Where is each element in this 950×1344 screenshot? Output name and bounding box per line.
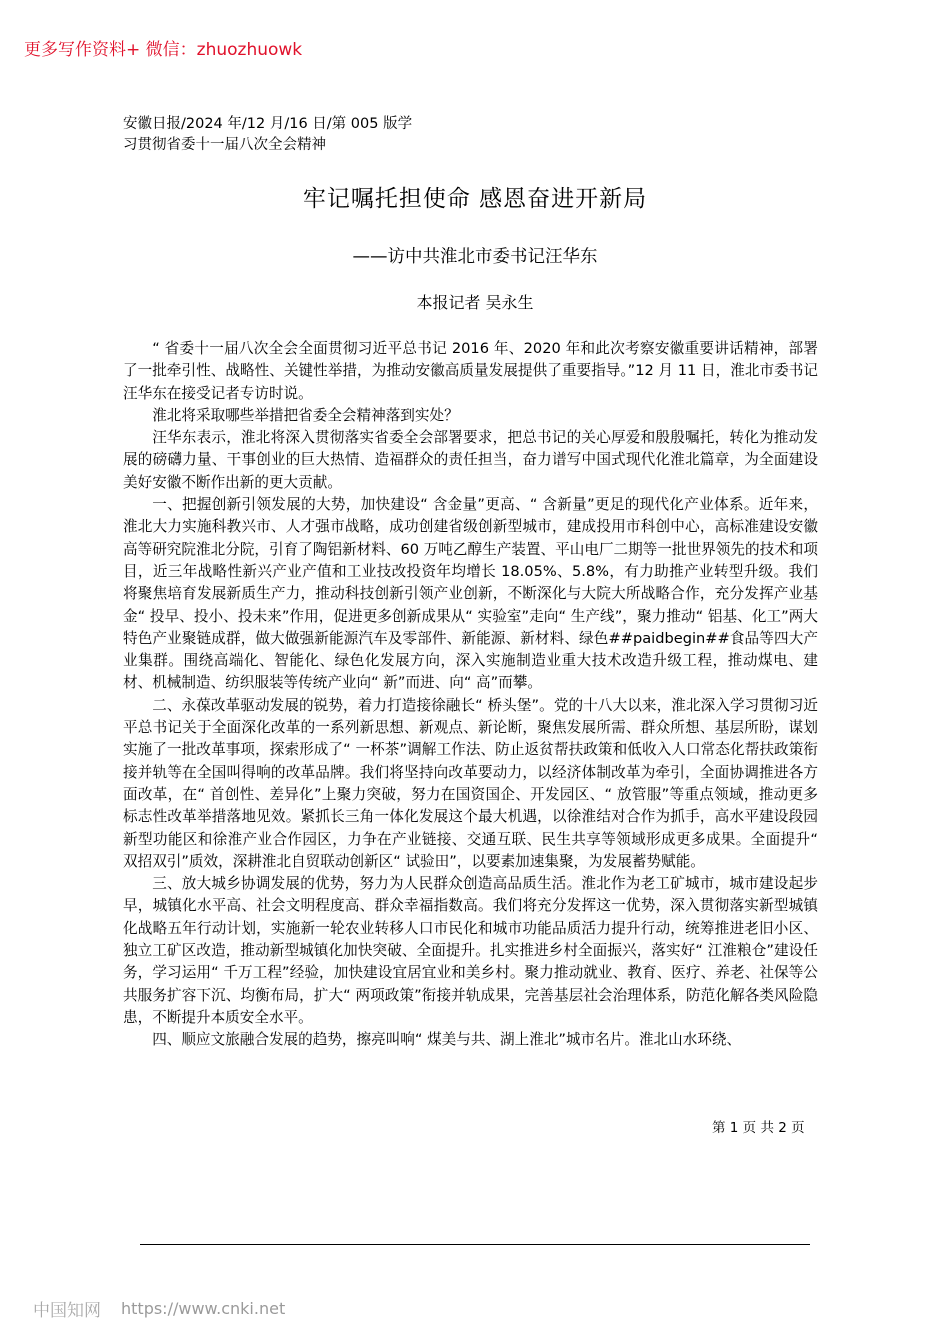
article-title: 牢记嘱托担使命 感恩奋进开新局	[302, 186, 648, 212]
article-subtitle: ——访中共淮北市委书记汪华东	[352, 247, 598, 267]
paragraph: 四、顺应文旅融合发展的趋势，擦亮叫响“ 煤美与共、湖上淮北”城市名片。淮北山水环绕、	[152, 1031, 742, 1049]
footer-divider	[140, 1244, 810, 1245]
cnki-logo-text: 中国知网	[33, 1301, 101, 1321]
article-body	[123, 338, 818, 1052]
paragraph: “ 省委十一届八次全会全面贯彻习近平总书记 2016 年、2020 年和此次考察安徽重要讲话精神，部署了一批牵引性、战略性、关键性举措，为推动安徽高质量发展提供了重要指导。”12 月 11 日，淮北市委书记汪华东在接受记者专访时说。	[123, 340, 818, 402]
paragraph: 一、把握创新引领发展的大势，加快建设“ 含金量”更高、“ 含新量”更足的现代化产业体系。近年来，淮北大力实施科教兴市、人才强市战略，成功创建省级创新型城市，建成投用市科创中心，高标准建设安徽高等研究院淮北分院，引育了陶铝新材料、60 万吨乙醇生产装置、平山电厂二期等一批世界领先的技术和项目，近三年战略性新兴产业产值和工业技改投资年均增长 18.05%、5.8%，有力助推产业转型升级。我们将聚焦培育发展新质生产力，推动科技创新引领产业创新，不断深化与大院大所战略合作，充分发挥产业基金“ 投早、投小、投未来”作用，促进更多创新成果从“ 实验室”走向“ 生产线”，聚力推动“ 铝基、化工”两大特色产业聚链成群，做大做强新能源汽车及零部件、新能源、新材料、绿色##paidbegin##食品等四大产业集群。围绕高端化、智能化、绿色化发展方向，深入实施制造业重大技术改造升级工程，推动煤电、建材、机械制造、纺织服装等传统产业向“ 新”而进、向“ 高”而攀。	[123, 496, 818, 692]
promo-banner[interactable]: 更多写作资料+ 微信：zhuozhuowk	[24, 40, 303, 60]
footer-watermark	[33, 1296, 285, 1321]
paragraph: 淮北将采取哪些举措把省委全会精神落到实处？	[152, 406, 459, 424]
page-number: 第 1 页 共 2 页	[712, 1120, 805, 1136]
paragraph: 汪华东表示，淮北将深入贯彻落实省委全会部署要求，把总书记的关心厚爱和殷殷嘱托，转化为推动发展的磅礴力量、干事创业的巨大热情、造福群众的责任担当，奋力谱写中国式现代化淮北篇章，为全面建设美好安徽不断作出新的更大贡献。	[123, 429, 818, 491]
paragraph: 三、放大城乡协调发展的优势，努力为人民群众创造高品质生活。淮北作为老工矿城市，城市建设起步早，城镇化水平高、社会文明程度高、群众幸福指数高。我们将充分发挥这一优势，深入贯彻落实新型城镇化战略五年行动计划，实施新一轮农业转移人口市民化和城市功能品质活力提升行动，统筹推进老旧小区、独立工矿区改造，推动新型城镇化加快突破、全面提升。扎实推进乡村全面振兴，落实好“ 江淮粮仓”建设任务，学习运用“ 千万工程”经验，加快建设宜居宜业和美乡村。聚力推动就业、教育、医疗、养老、社保等公共服务扩容下沉、均衡布局，扩大“ 两项政策”衔接并轨成果，完善基层社会治理体系，防范化解各类风险隐患，不断提升本质安全水平。	[123, 875, 818, 1026]
paragraph: 二、永葆改革驱动发展的锐势，着力打造接徐融长“ 桥头堡”。党的十八大以来，淮北深入学习贯彻习近平总书记关于全面深化改革的一系列新思想、新观点、新论断，聚焦发展所需、群众所想、基层所盼，谋划实施了一批改革事项，探索形成了“ 一杯茶”调解工作法、防止返贫帮扶政策和低收入人口常态化帮扶政策衔接并轨等在全国叫得响的改革品牌。我们将坚持向改革要动力，以经济体制改革为牵引，全面协调推进各方面改革，在“ 首创性、差异化”上聚力突破，努力在国资国企、开发园区、“ 放管服”等重点领域，推动更多标志性改革举措落地见效。紧抓长三角一体化发展这个最大机遇，以徐淮结对合作为抓手，高水平建设段园新型功能区和徐淮产业合作园区，力争在产业链接、交通互联、民生共享等领域形成更多成果。全面提升“ 双招双引”质效，深耕淮北自贸联动创新区“ 试验田”，以要素加速集聚，为发展蓄势赋能。	[123, 696, 818, 870]
cnki-url[interactable]: https://www.cnki.net	[121, 1299, 286, 1318]
article-author: 本报记者 吴永生	[416, 293, 534, 312]
source-line: 安徽日报/2024 年/12 月/16 日/第 005 版学习贯彻省委十一届八次全会精神	[123, 116, 413, 153]
